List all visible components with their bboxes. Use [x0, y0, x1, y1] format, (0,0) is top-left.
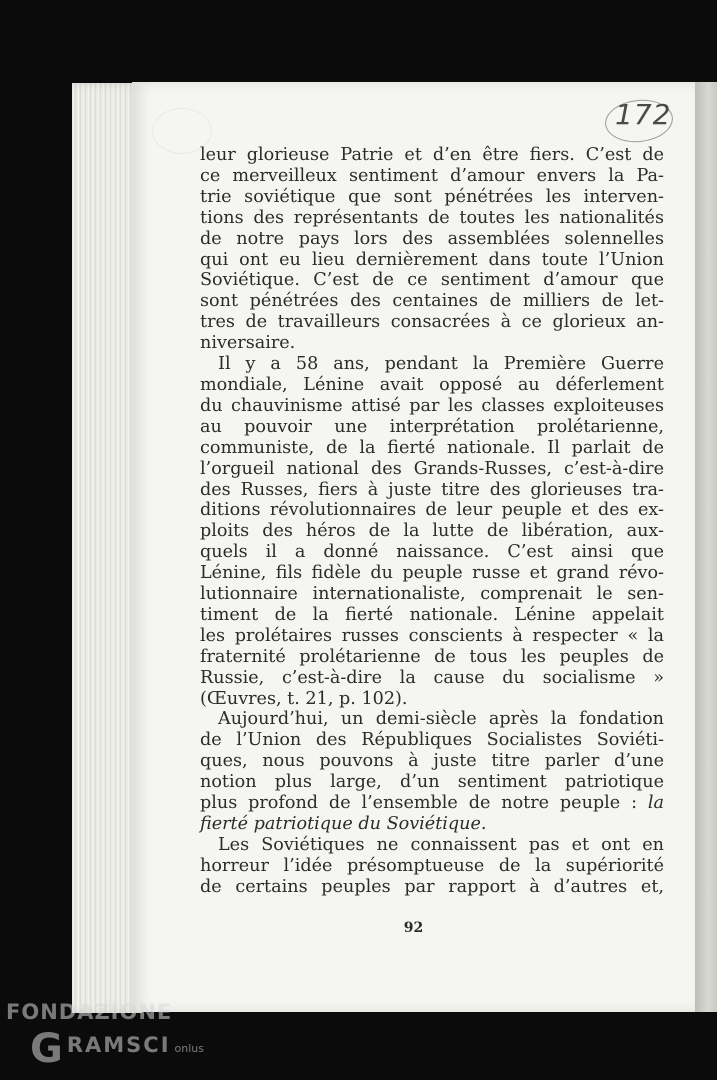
watermark-line2 [30, 1026, 204, 1072]
text-line: Soviétique. C’est de ce sentiment d’amour que [200, 270, 664, 291]
text-line: de certains peuples par rapport à d’autres et, [200, 876, 664, 897]
right-page-edge [695, 82, 717, 1012]
text-line: horreur l’idée présomptueuse de la supériorité [200, 855, 664, 876]
text-line: ce merveilleux sentiment d’amour envers la Pa- [200, 165, 664, 186]
text-line: de notre pays lors des assemblées solennelles [200, 228, 664, 249]
text-line: fraternité prolétarienne de tous les peuples de [200, 646, 664, 667]
text-line: communiste, de la fierté nationale. Il parlait de [200, 437, 664, 458]
text-line: trie soviétique que sont pénétrées les interven- [200, 186, 664, 207]
watermark-suffix: onlus [174, 1042, 204, 1055]
page-number: 92 [403, 920, 424, 936]
italic-segment: la [647, 793, 664, 814]
text-line: timent de la fierté nationale. Lénine appelait [200, 604, 664, 625]
text-line: Lénine, fils fidèle du peuple russe et grand révo- [200, 563, 664, 584]
italic-segment: fierté patriotique du Soviétique. [200, 814, 487, 834]
text-line: des Russes, fiers à juste titre des glorieuses tra- [200, 479, 664, 500]
text-line: Aujourd’hui, un demi-siècle après la fondation [218, 709, 664, 730]
watermark-line1: FONDAZIONE [6, 1000, 173, 1024]
text-line: les prolétaires russes conscients à respecter « la [200, 625, 664, 646]
handwritten-folio-number: 172 [615, 98, 672, 131]
text-line: lutionnaire internationaliste, comprenait le sen- [200, 584, 664, 605]
text-line: quels il a donné naissance. C’est ainsi que [200, 542, 664, 563]
page-number-area [132, 0, 695, 1080]
text-line: mondiale, Lénine avait opposé au déferlement [200, 374, 664, 395]
text-line: notion plus large, d’un sentiment patriotique [200, 772, 664, 793]
fondazione-gramsci-watermark [6, 1000, 204, 1072]
text-line: tions des représentants de toutes les nationalités [200, 207, 664, 228]
text-line: au pouvoir une interprétation prolétarienne, [200, 416, 664, 437]
text-line: ploits des héros de la lutte de libération, aux- [200, 521, 664, 542]
text-line: de l’Union des Républiques Socialistes Soviéti- [200, 730, 664, 751]
text-line: qui ont eu lieu dernièrement dans toute l’Union [200, 249, 664, 270]
text-line: du chauvinisme attisé par les classes exploiteuses [200, 395, 664, 416]
text-line: (Œuvres, t. 21, p. 102). [200, 688, 408, 709]
text-line: Russie, c’est-à-dire la cause du socialisme » [200, 667, 664, 688]
text-line: leur glorieuse Patrie et d’en être fiers. C’est de [200, 145, 664, 165]
text-line: Il y a 58 ans, pendant la Première Guerre [218, 354, 664, 375]
watermark-name: RAMSCI [66, 1033, 171, 1057]
text-line: l’orgueil national des Grands-Russes, c’est-à-dire [200, 458, 664, 479]
watermark-initial: G [30, 1026, 65, 1072]
text-line: sont pénétrées des centaines de milliers de let- [200, 291, 664, 312]
text-line: tres de travailleurs consacrées à ce glorieux an- [200, 312, 664, 333]
text-line: niversaire. [200, 333, 296, 354]
text-line: Les Soviétiques ne connaissent pas et ont en [218, 834, 664, 855]
text-line: ditions révolutionnaires de leur peuple et des ex- [200, 500, 664, 521]
text-line: ques, nous pouvons à juste titre parler d’une [200, 751, 664, 772]
text-segment: plus profond de l’ensemble de notre peuple : [200, 793, 638, 814]
